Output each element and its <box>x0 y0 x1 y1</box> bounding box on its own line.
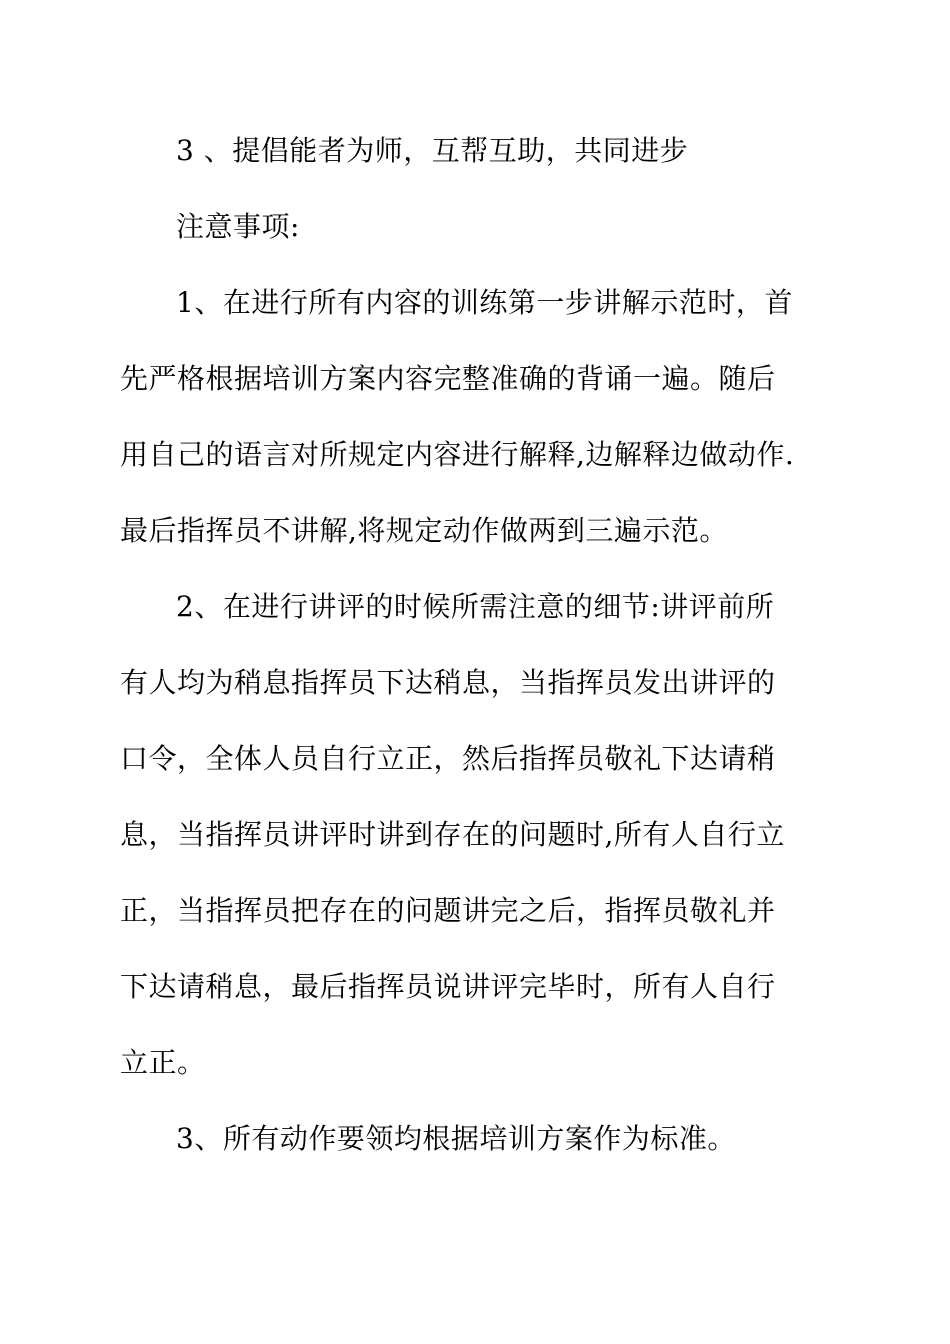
text-line: 3 、提倡能者为师，互帮互助，共同进步 <box>176 134 689 167</box>
text-line: 1、在进行所有内容的训练第一步讲解示范时，首 <box>176 286 793 319</box>
text-line: 有人均为稍息指挥员下达稍息，当指挥员发出讲评的 <box>120 666 776 699</box>
text-line: 立正。 <box>120 1046 206 1079</box>
text-line: 用自己的语言对所规定内容进行解释,边解释边做动作. <box>120 438 795 471</box>
text-line: 先严格根据培训方案内容完整准确的背诵一遍。随后 <box>120 362 776 395</box>
text-line: 2、在进行讲评的时候所需注意的细节:讲评前所 <box>176 590 775 623</box>
text-line: 最后指挥员不讲解,将规定动作做两到三遍示范。 <box>120 514 728 547</box>
text-line: 3、所有动作要领均根据培训方案作为标准。 <box>176 1122 736 1155</box>
text-line: 息，当指挥员讲评时讲到存在的问题时,所有人自行立 <box>120 818 785 851</box>
text-line: 正，当指挥员把存在的问题讲完之后，指挥员敬礼并 <box>120 894 776 927</box>
text-line: 口令，全体人员自行立正，然后指挥员敬礼下达请稍 <box>120 742 776 775</box>
section-heading: 注意事项: <box>176 210 300 243</box>
text-line: 下达请稍息，最后指挥员说讲评完毕时，所有人自行 <box>120 970 776 1003</box>
